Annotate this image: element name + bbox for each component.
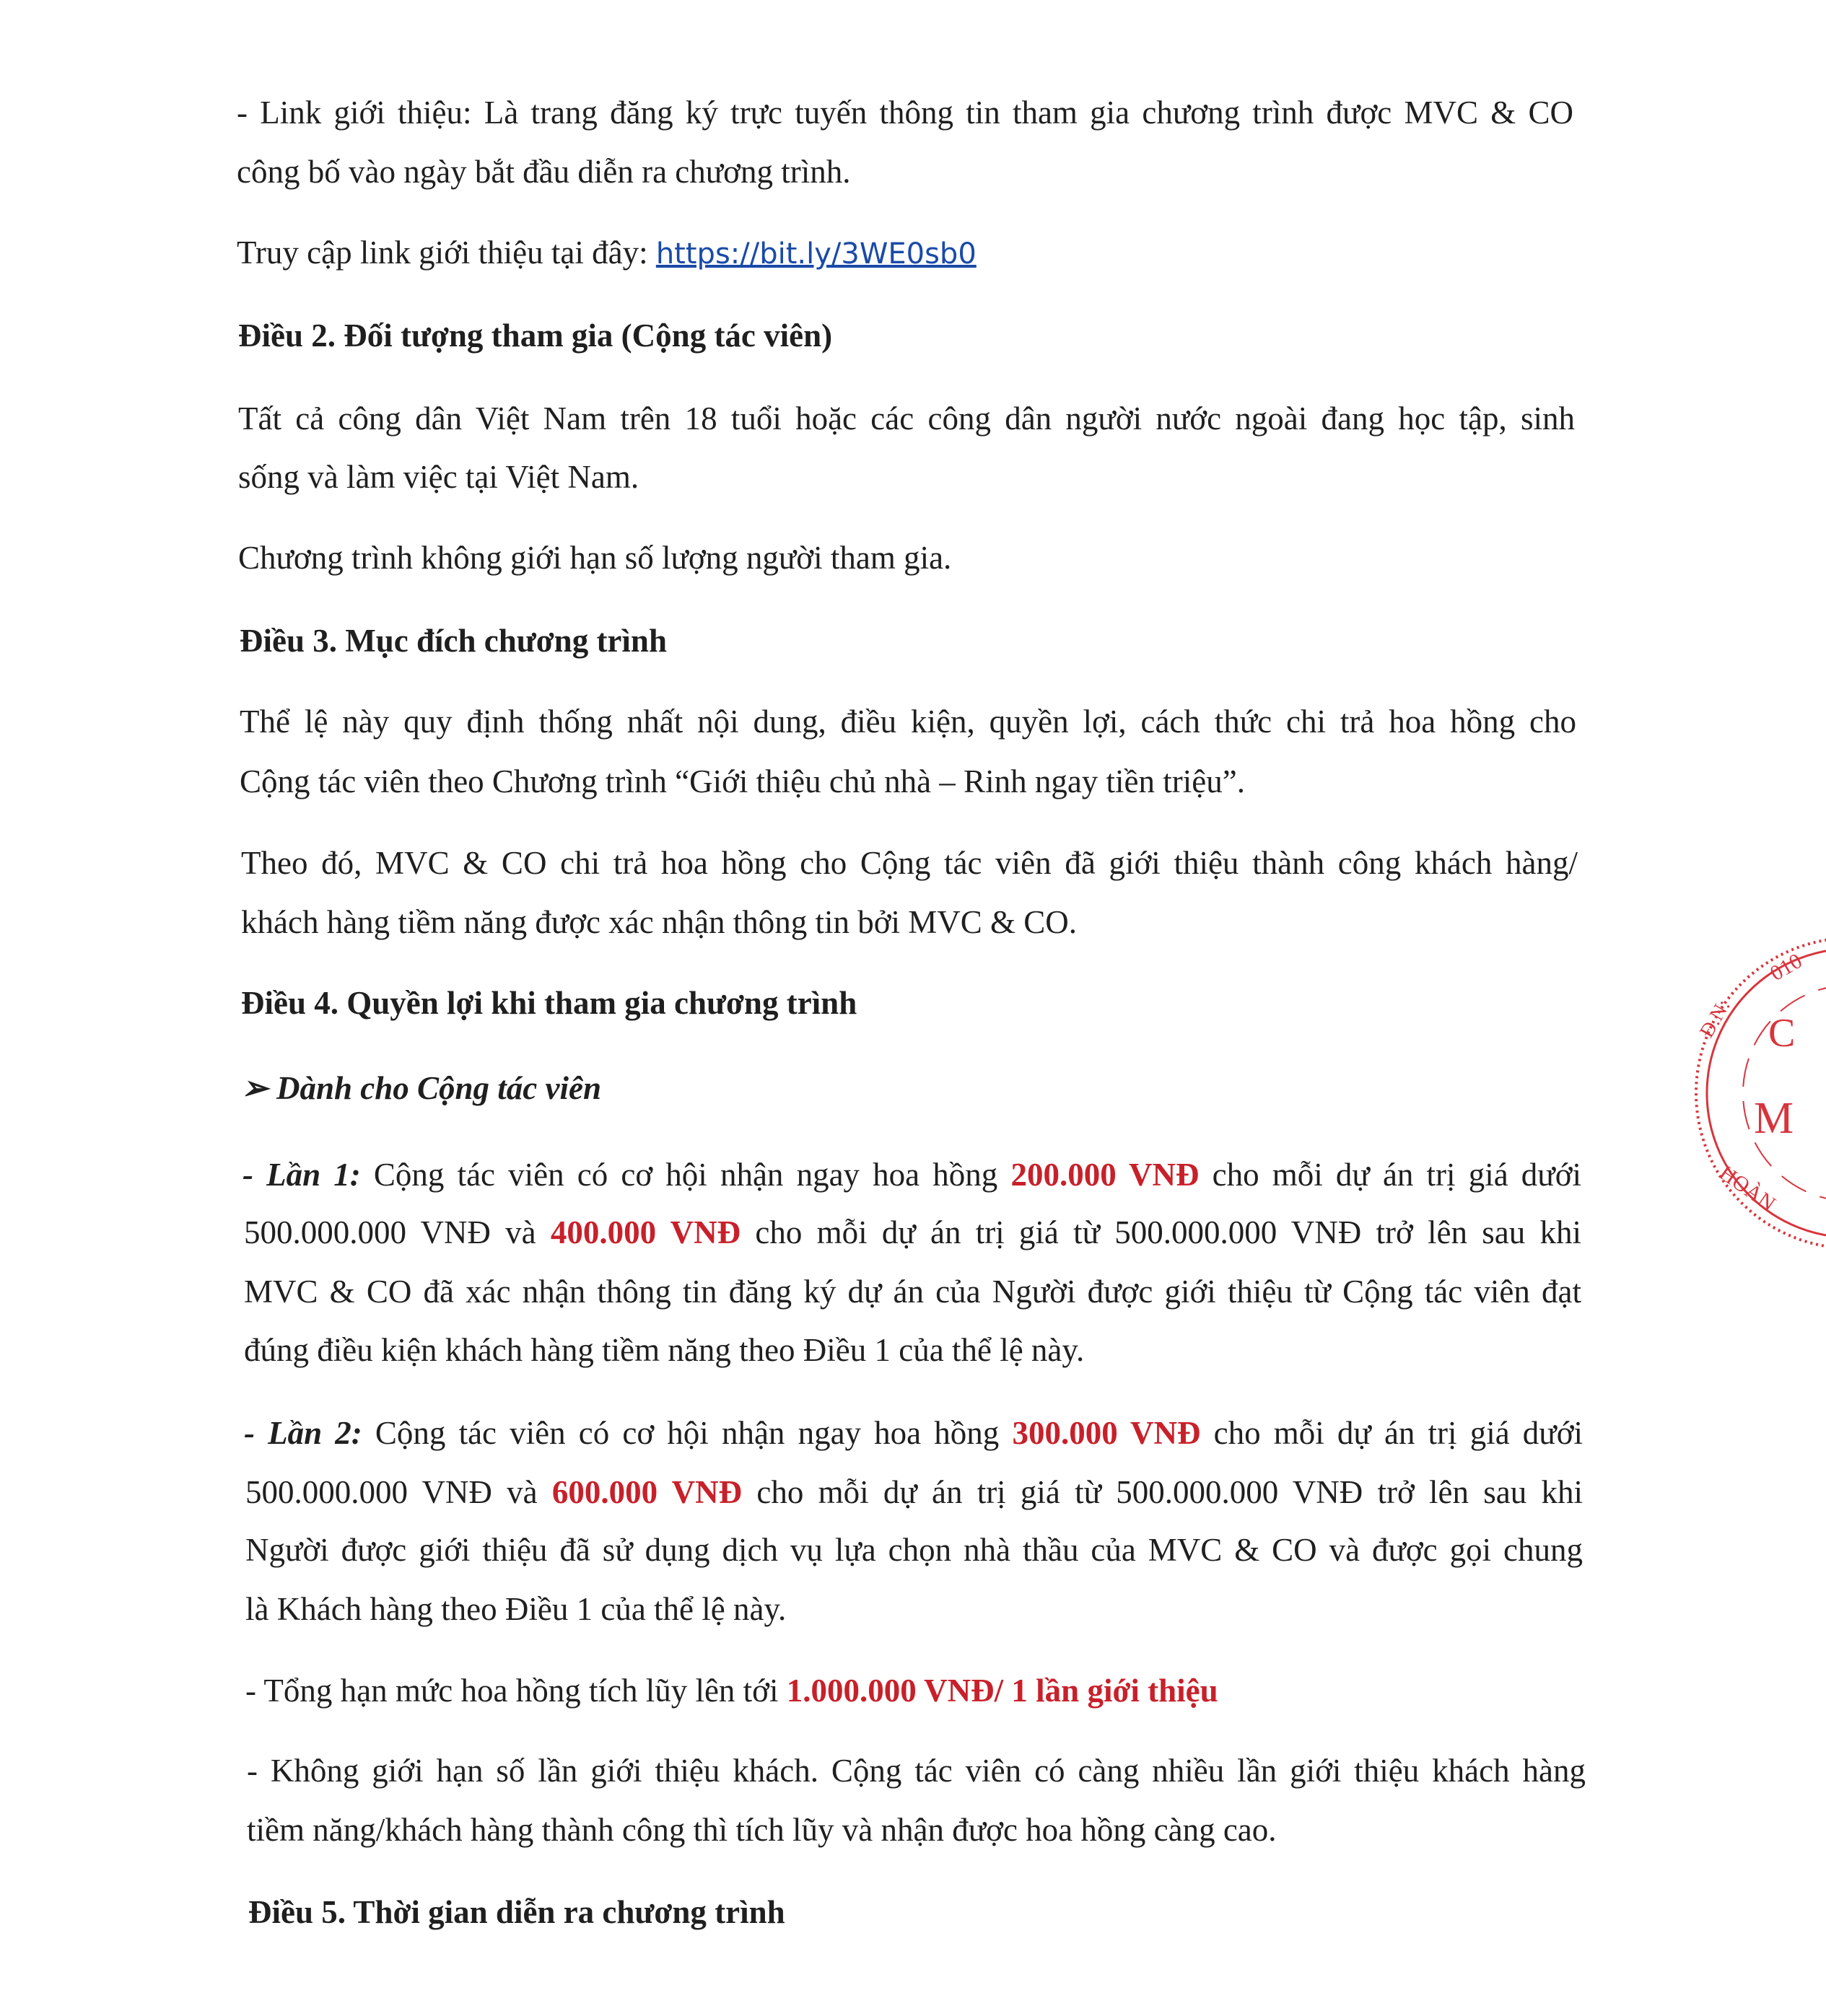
company-seal xyxy=(1682,916,1826,1248)
article-2-p1-line-2: sống và làm việc tại Việt Nam. xyxy=(238,459,639,495)
lan-1-line-3: MVC & CO đã xác nhận thông tin đăng ký dự án của Người được giới thiệu từ Cộng tác viên đạt xyxy=(244,1274,1581,1310)
article-3-p1-line-2: Cộng tác viên theo Chương trình “Giới thiệu chủ nhà – Rinh ngay tiền triệu”. xyxy=(240,763,1245,799)
lan-2-line-4: là Khách hàng theo Điều 1 của thể lệ này. xyxy=(245,1591,787,1627)
lan-1-line-4: đúng điều kiện khách hàng tiềm năng theo Điều 1 của thể lệ này. xyxy=(244,1332,1085,1368)
intro-line-1: - Link giới thiệu: Là trang đăng ký trực tuyến thông tin tham gia chương trình được MVC & CO xyxy=(237,95,1573,131)
article-5-heading: Điều 5. Thời gian diễn ra chương trình xyxy=(248,1894,785,1930)
lan-1-line-1 xyxy=(243,1154,1581,1195)
commission-limit-line xyxy=(245,1670,1218,1711)
article-3-heading: Điều 3. Mục đích chương trình xyxy=(240,623,667,659)
lan-1-text-a: Cộng tác viên có cơ hội nhận ngay hoa hồng xyxy=(360,1157,1011,1193)
lan-1-label: - Lần 1: xyxy=(243,1157,361,1193)
commission-limit-value: 1.000.000 VNĐ/ 1 lần giới thiệu xyxy=(786,1673,1218,1709)
lan-2-label: - Lần 2: xyxy=(244,1415,362,1451)
registration-link[interactable]: https://bit.ly/3WE0sb0 xyxy=(655,237,977,271)
seal-letter-c: C xyxy=(1768,1011,1796,1056)
article-3-p1-line-1: Thể lệ này quy định thống nhất nội dung, điều kiện, quyền lợi, cách thức chi trả hoa hồng cho xyxy=(240,704,1576,740)
lan-1-amount-under: 200.000 VNĐ xyxy=(1010,1157,1200,1193)
lan-2-line-2 xyxy=(245,1472,1583,1512)
seal-text-top: 010 xyxy=(1766,948,1807,986)
unlimited-line-1: - Không giới hạn số lần giới thiệu khách. Cộng tác viên có càng nhiều lần giới thiệu khách hàng xyxy=(247,1753,1586,1789)
article-2-heading: Điều 2. Đối tượng tham gia (Cộng tác viên) xyxy=(238,317,833,354)
lan-2-text-d: cho mỗi dự án trị giá từ 500.000.000 VNĐ trở lên sau khi xyxy=(742,1474,1583,1510)
lan-2-text-b: cho mỗi dự án trị giá dưới xyxy=(1200,1415,1583,1451)
lan-2-line-3: Người được giới thiệu đã sử dụng dịch vụ lựa chọn nhà thầu của MVC & CO và được gọi chung xyxy=(245,1532,1583,1568)
lan-1-text-b: cho mỗi dự án trị giá dưới xyxy=(1199,1157,1581,1193)
commission-limit-prefix: - Tổng hạn mức hoa hồng tích lũy lên tới xyxy=(245,1673,787,1709)
collaborator-subheading: ➢ Dành cho Cộng tác viên xyxy=(241,1070,601,1106)
lan-1-text-c: 500.000.000 VNĐ và xyxy=(244,1214,551,1250)
lan-2-amount-under: 300.000 VNĐ xyxy=(1012,1415,1201,1451)
article-2-p2: Chương trình không giới hạn số lượng người tham gia. xyxy=(238,540,952,576)
access-link-prefix: Truy cập link giới thiệu tại đây: xyxy=(237,235,656,271)
unlimited-line-2: tiềm năng/khách hàng thành công thì tích lũy và nhận được hoa hồng càng cao. xyxy=(247,1812,1277,1848)
article-4-heading: Điều 4. Quyền lợi khi tham gia chương trình xyxy=(241,985,857,1021)
article-3-p2-line-1: Theo đó, MVC & CO chi trả hoa hồng cho Cộng tác viên đã giới thiệu thành công khách hàng/ xyxy=(241,845,1578,881)
seal-text-side: Đ.N: xyxy=(1695,996,1735,1042)
lan-2-amount-over: 600.000 VNĐ xyxy=(551,1474,743,1510)
article-2-p1-line-1: Tất cả công dân Việt Nam trên 18 tuổi hoặc các công dân người nước ngoài đang học tập, sinh xyxy=(238,400,1575,437)
intro-line-2: công bố vào ngày bắt đầu diễn ra chương trình. xyxy=(237,154,851,190)
lan-2-text-a: Cộng tác viên có cơ hội nhận ngay hoa hồng xyxy=(362,1415,1013,1451)
lan-2-line-1 xyxy=(244,1413,1583,1453)
access-link-line xyxy=(237,232,977,274)
lan-1-amount-over: 400.000 VNĐ xyxy=(550,1214,741,1250)
lan-1-text-d: cho mỗi dự án trị giá từ 500.000.000 VNĐ trở lên sau khi xyxy=(741,1214,1581,1250)
seal-letter-m: M xyxy=(1754,1094,1794,1143)
seal-text-bottom: HOÀN xyxy=(1714,1160,1780,1217)
company-seal-graphic xyxy=(1682,916,1826,1248)
article-3-p2-line-2: khách hàng tiềm năng được xác nhận thông tin bởi MVC & CO. xyxy=(241,904,1078,940)
lan-2-text-c: 500.000.000 VNĐ và xyxy=(245,1474,552,1510)
lan-1-line-2 xyxy=(244,1212,1581,1253)
